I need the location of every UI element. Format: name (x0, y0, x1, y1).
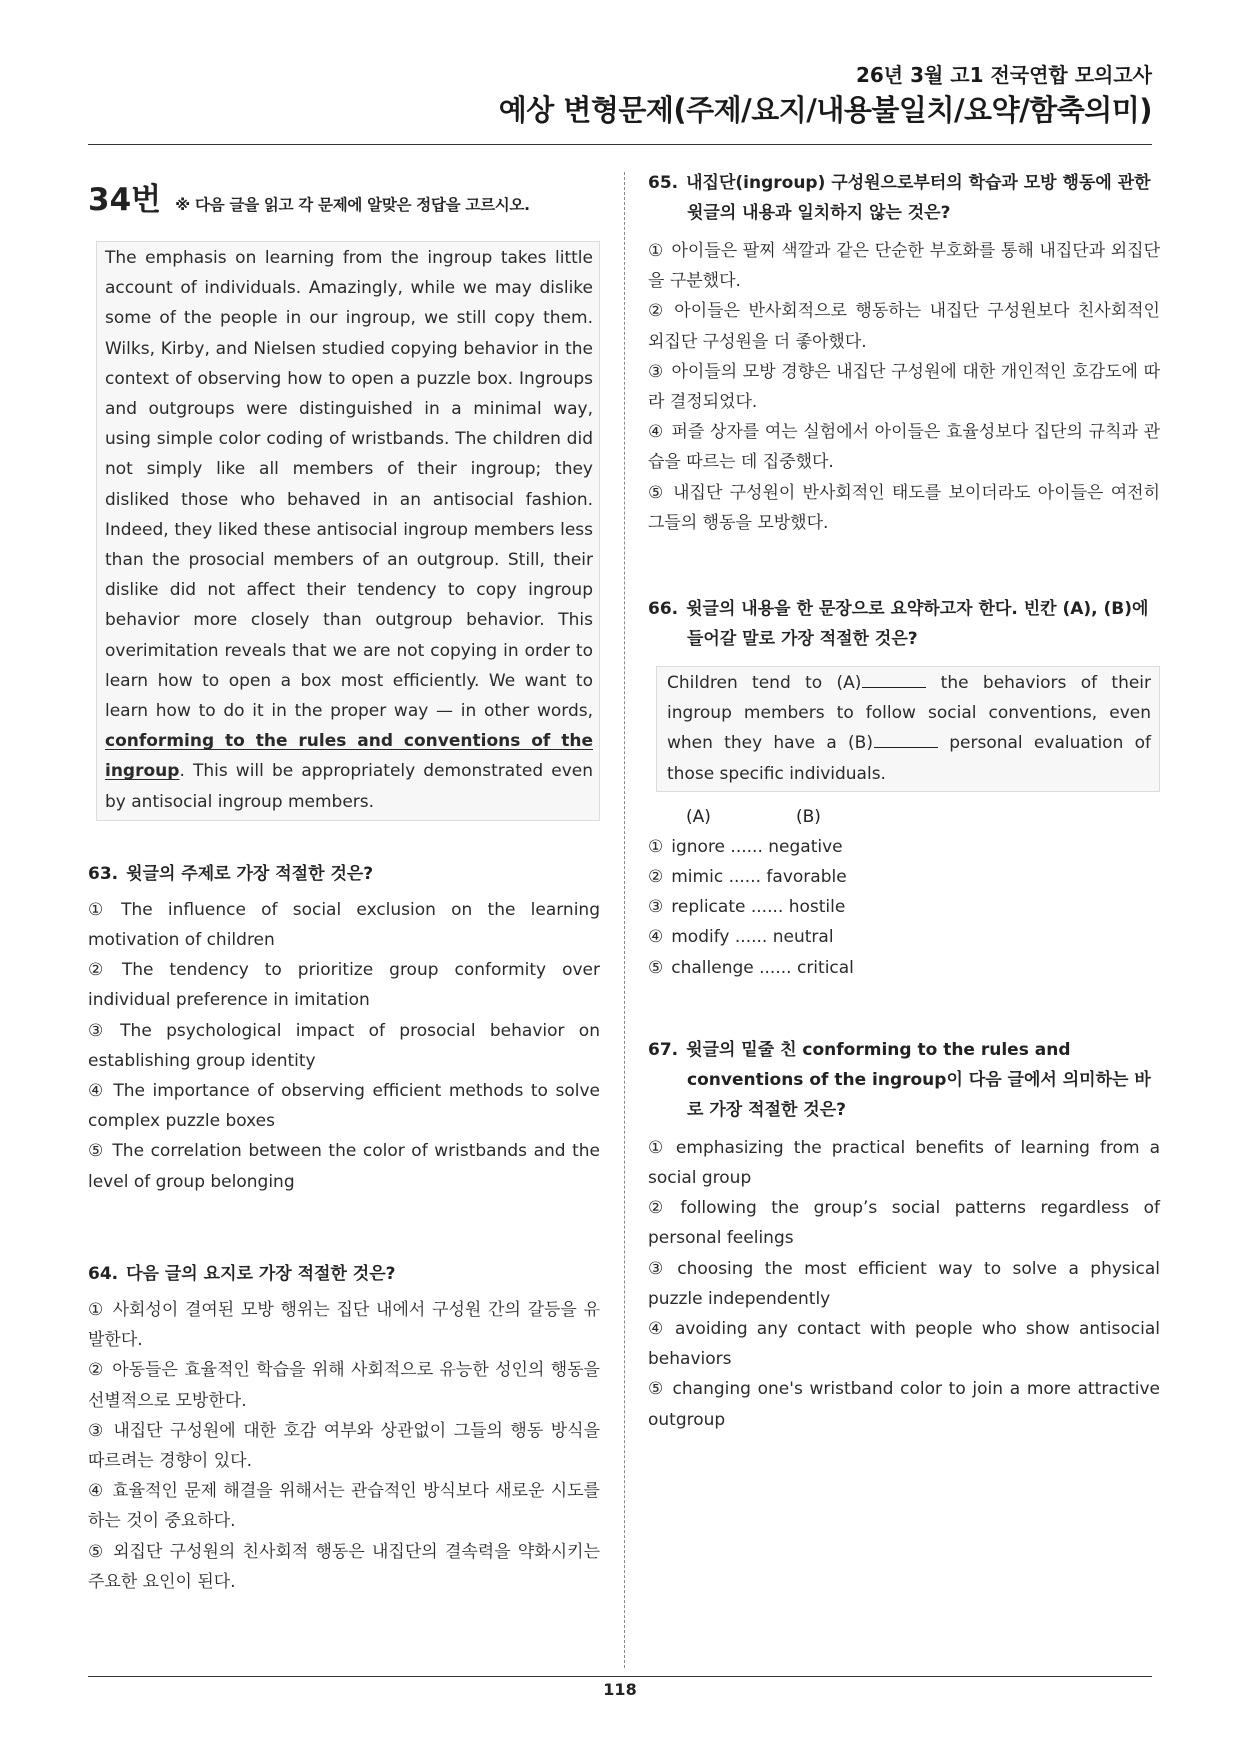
question-63-option[interactable] (88, 955, 600, 1015)
passage-text-after: . This will be appropriately demonstrated even by antisocial ingroup members. (105, 761, 593, 812)
question-63-heading (88, 859, 600, 889)
question-64 (88, 1259, 600, 1597)
question-66-choices (648, 832, 1160, 983)
section-heading (88, 174, 600, 219)
option-text: 아이들은 반사회적으로 행동하는 내집단 구성원보다 친사회적인 외집단 구성원을 더 좋아했다. (648, 301, 1160, 352)
question-66-choice[interactable] (648, 922, 1160, 952)
option-number: ③ (648, 1258, 670, 1279)
choice-number: ⑤ (648, 957, 664, 978)
option-text: The correlation between the color of wristbands and the level of group belonging (88, 1141, 601, 1192)
option-number: ④ (88, 1081, 106, 1102)
question-67-number: 67. (648, 1039, 679, 1060)
question-66-choice[interactable] (648, 953, 1160, 983)
choice-separator: ...... (750, 897, 784, 918)
option-text: The psychological impact of prosocial behavior on establishing group identity (88, 1020, 600, 1071)
option-number: ② (88, 960, 114, 981)
section-number: 34번 (88, 182, 162, 218)
question-67-option[interactable] (648, 1314, 1160, 1374)
choice-column-headers (648, 802, 1160, 832)
choice-separator: ...... (730, 836, 763, 857)
question-66-text: 윗글의 내용을 한 문장으로 요약하고자 한다. 빈칸 (A), (B)에 들어갈 말로 가장 적절한 것은? (686, 599, 1149, 650)
question-64-heading (88, 1259, 600, 1289)
section-instruction: ※ 다음 글을 읽고 각 문제에 알맞은 정답을 고르시오. (175, 196, 530, 214)
option-number: ① (88, 1299, 105, 1320)
option-number: ④ (648, 422, 664, 443)
option-text: The influence of social exclusion on the learning motivation of children (88, 899, 600, 951)
option-number: ② (648, 1198, 673, 1219)
choice-separator: ...... (759, 957, 792, 978)
choice-a: challenge (671, 957, 754, 978)
question-63-option[interactable] (88, 1076, 600, 1136)
choice-separator: ...... (728, 867, 762, 888)
question-64-number: 64. (88, 1263, 119, 1284)
question-67-options (648, 1133, 1160, 1435)
choice-b: neutral (772, 927, 834, 948)
option-number: ⑤ (648, 482, 666, 503)
page-number: 118 (603, 1680, 637, 1699)
question-63-option[interactable] (88, 1016, 600, 1076)
option-number: ② (648, 301, 667, 322)
question-66-choice[interactable] (648, 892, 1160, 922)
summary-text-3: personal evaluation of those specific individuals. (667, 733, 1151, 784)
summary-box (656, 666, 1160, 792)
question-66-number: 66. (648, 599, 679, 620)
question-66-choice[interactable] (648, 832, 1160, 862)
question-65-option[interactable] (648, 236, 1160, 296)
option-text: choosing the most efficient way to solve a physical puzzle independently (648, 1258, 1160, 1309)
passage-underlined-phrase: conforming to the rules and conventions of the ingroup (105, 731, 593, 782)
question-67-heading (648, 1035, 1160, 1125)
option-number: ⑤ (648, 1379, 665, 1400)
option-number: ③ (88, 1020, 113, 1041)
left-column (88, 168, 600, 1597)
choice-a: replicate (671, 897, 746, 918)
question-63-option[interactable] (88, 1136, 600, 1196)
question-64-options (88, 1295, 600, 1597)
choice-number: ① (648, 836, 664, 857)
question-63-number: 63. (88, 863, 119, 884)
choice-b: critical (796, 957, 854, 978)
page-header (88, 60, 1152, 145)
question-67-option[interactable] (648, 1193, 1160, 1253)
question-67-option[interactable] (648, 1254, 1160, 1314)
question-65-options (648, 236, 1160, 538)
option-text: 효율적인 문제 해결을 위해서는 관습적인 방식보다 새로운 시도를 하는 것이 중요하다. (88, 1481, 600, 1532)
choice-a: ignore (671, 836, 726, 857)
reading-passage (96, 241, 600, 821)
choice-b: favorable (766, 867, 847, 888)
question-63-option[interactable] (88, 895, 600, 955)
question-64-option[interactable] (88, 1476, 600, 1536)
question-65-heading (648, 168, 1160, 228)
option-text: emphasizing the practical benefits of learning from a social group (648, 1137, 1160, 1189)
question-67-phrase: conforming to the rules and conventions of the ingroup (687, 1039, 1071, 1090)
option-text: The tendency to prioritize group conformity over individual preference in imitation (88, 960, 600, 1011)
option-text: 사회성이 결여된 모방 행위는 집단 내에서 구성원 간의 갈등을 유발한다. (88, 1299, 600, 1351)
question-65-number: 65. (648, 173, 679, 193)
question-65-option[interactable] (648, 417, 1160, 477)
option-number: ④ (88, 1481, 105, 1502)
choice-a: modify (671, 927, 730, 948)
passage-text-before: The emphasis on learning from the ingroup takes little account of individuals. Amazingly, while we may dislike some of the people in our ingroup, we still copy them. Wilks, Kirby, and Nielsen studied copying behavior in the context of observing how to open a puzzle box. Ingroups and outgroups were distinguished in a minimal way, using simple color coding of wristbands. The children did not simply like all members of their ingroup; they disliked those who behaved in an antisocial fashion. Indeed, they liked these antisocial ingroup members less than the prosocial members of an outgroup. Still, their dislike did not affect their tendency to copy ingroup behavior more closely than outgroup behavior. This overimitation reveals that we are not copying in order to learn how to open a box most efficiently. We want to learn how to do it in the proper way — in other words, (105, 248, 593, 722)
summary-text-1: Children tend to (A) (667, 673, 862, 694)
question-67-option[interactable] (648, 1133, 1160, 1193)
choice-number: ④ (648, 927, 664, 948)
question-65-option[interactable] (648, 478, 1160, 538)
choice-b: hostile (788, 897, 846, 918)
option-number: ① (648, 241, 664, 261)
option-number: ① (648, 1137, 668, 1158)
option-text: 아동들은 효율적인 학습을 위해 사회적으로 유능한 성인의 행동을 선별적으로 모방한다. (88, 1360, 600, 1411)
question-65 (648, 168, 1160, 538)
choice-separator: ...... (734, 927, 768, 948)
question-67-option[interactable] (648, 1374, 1160, 1434)
option-text: 외집단 구성원의 친사회적 행동은 내집단의 결속력을 약화시키는 주요한 요인이 된다. (88, 1541, 600, 1592)
option-text: 내집단 구성원이 반사회적인 태도를 보이더라도 아이들은 여전히 그들의 행동을 모방했다. (648, 482, 1160, 533)
option-text: 아이들은 팔찌 색깔과 같은 단순한 부호화를 통해 내집단과 외집단을 구분했다. (648, 241, 1160, 292)
option-number: ⑤ (88, 1541, 106, 1562)
option-text: following the group’s social patterns regardless of personal feelings (648, 1198, 1160, 1249)
blank-a (862, 669, 926, 688)
summary-text-2: the behaviors of their ingroup members to follow social conventions, even when they have a (B) (667, 673, 1152, 754)
question-64-option[interactable] (88, 1416, 600, 1476)
question-63-options (88, 895, 600, 1197)
option-text: 내집단 구성원에 대한 호감 여부와 상관없이 그들의 행동 방식을 따르려는 경향이 있다. (88, 1420, 601, 1471)
question-64-text: 다음 글의 요지로 가장 적절한 것은? (126, 1263, 396, 1284)
question-63 (88, 859, 600, 1197)
blank-b (874, 729, 938, 748)
option-number: ② (88, 1360, 105, 1381)
question-65-option[interactable] (648, 357, 1160, 417)
right-column (648, 168, 1160, 1435)
question-66-choice[interactable] (648, 862, 1160, 892)
question-65-option[interactable] (648, 296, 1160, 356)
question-65-text: 내집단(ingroup) 구성원으로부터의 학습과 모방 행동에 관한 윗글의 내용과 일치하지 않는 것은? (686, 173, 1151, 223)
option-text: 퍼즐 상자를 여는 실험에서 아이들은 효율성보다 집단의 규칙과 관습을 따르는 데 집중했다. (648, 422, 1160, 473)
column-divider (624, 172, 625, 1668)
choice-b: negative (768, 836, 843, 857)
option-number: ④ (648, 1319, 667, 1340)
option-text: avoiding any contact with people who show antisocial behaviors (648, 1319, 1160, 1370)
exam-subtitle: 26년 3월 고1 전국연합 모의고사 (855, 63, 1152, 87)
choice-number: ② (648, 867, 664, 888)
option-number: ③ (648, 361, 664, 382)
option-text: The importance of observing efficient methods to solve complex puzzle boxes (88, 1081, 600, 1132)
column-b-label: (B) (796, 806, 821, 827)
option-number: ① (88, 899, 114, 920)
option-number: ⑤ (88, 1141, 105, 1162)
option-text: changing one's wristband color to join a more attractive outgroup (648, 1379, 1160, 1430)
question-67 (648, 1035, 1160, 1435)
option-number: ③ (88, 1420, 106, 1441)
question-67-text-post: 이 다음 글에서 의미하는 바로 가장 적절한 것은? (687, 1069, 1151, 1120)
question-66-heading (648, 594, 1160, 654)
choice-a: mimic (671, 867, 724, 888)
question-67-text-pre: 윗글의 밑줄 친 (686, 1039, 803, 1060)
choice-number: ③ (648, 897, 664, 918)
question-64-option[interactable] (88, 1537, 600, 1597)
option-text: 아이들의 모방 경향은 내집단 구성원에 대한 개인적인 호감도에 따라 결정되었다. (648, 361, 1160, 413)
footer-divider (88, 1676, 1152, 1677)
exam-title: 예상 변형문제(주제/요지/내용불일치/요약/함축의미) (498, 93, 1152, 127)
question-63-text: 윗글의 주제로 가장 적절한 것은? (126, 863, 374, 884)
column-a-label: (A) (686, 806, 711, 827)
question-64-option[interactable] (88, 1295, 600, 1355)
question-66 (648, 594, 1160, 983)
question-64-option[interactable] (88, 1355, 600, 1415)
